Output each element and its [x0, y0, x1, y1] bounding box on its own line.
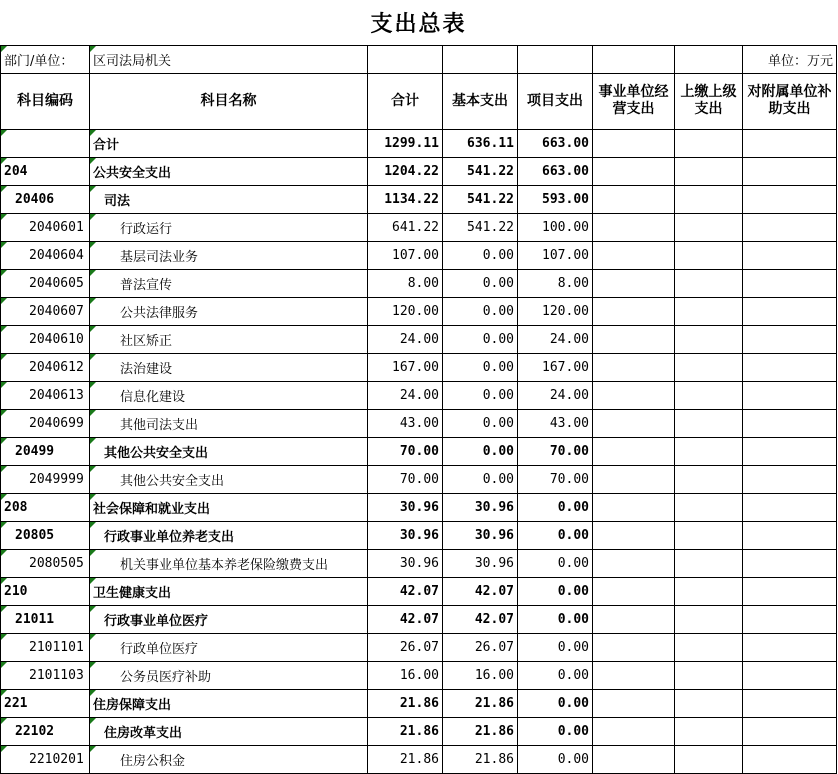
- cell-basic[interactable]: 0.00: [443, 269, 518, 297]
- table-row: [1, 577, 837, 605]
- table-row: [1, 297, 837, 325]
- cell-project[interactable]: 70.00: [518, 465, 593, 493]
- table-row: [1, 605, 837, 633]
- cell-name[interactable]: 其他公共安全支出: [90, 465, 368, 493]
- cell-name[interactable]: 法治建设: [90, 353, 368, 381]
- cell-total[interactable]: 21.86: [368, 689, 443, 717]
- cell-project[interactable]: 0.00: [518, 717, 593, 745]
- cell-business[interactable]: [593, 521, 675, 549]
- table-row: [1, 549, 837, 577]
- cell-upper[interactable]: [675, 185, 743, 213]
- cell-total[interactable]: 1299.11: [368, 129, 443, 157]
- cell-subsidy[interactable]: [743, 493, 837, 521]
- cell-project[interactable]: 167.00: [518, 353, 593, 381]
- cell-subsidy[interactable]: [743, 465, 837, 493]
- header-code[interactable]: 科目编码: [1, 73, 90, 129]
- cell-business[interactable]: [593, 213, 675, 241]
- cell-name[interactable]: 行政事业单位养老支出: [90, 521, 368, 549]
- cell-code[interactable]: 2049999: [1, 465, 90, 493]
- table-row: [1, 745, 837, 773]
- cell-business[interactable]: [593, 437, 675, 465]
- cell-project[interactable]: 100.00: [518, 213, 593, 241]
- cell-subsidy[interactable]: [743, 661, 837, 689]
- cell-subsidy[interactable]: [743, 437, 837, 465]
- table-row: [1, 493, 837, 521]
- cell-code[interactable]: 210: [1, 577, 90, 605]
- header-business[interactable]: 事业单位经营支出: [593, 73, 675, 129]
- cell-project[interactable]: 24.00: [518, 325, 593, 353]
- cell-subsidy[interactable]: [743, 605, 837, 633]
- cell-business[interactable]: [593, 297, 675, 325]
- cell-project[interactable]: 0.00: [518, 745, 593, 773]
- cell-upper[interactable]: [675, 157, 743, 185]
- cell-business[interactable]: [593, 661, 675, 689]
- cell-name[interactable]: 行政事业单位医疗: [90, 605, 368, 633]
- cell-business[interactable]: [593, 689, 675, 717]
- cell-business[interactable]: [593, 493, 675, 521]
- table-row: [1, 213, 837, 241]
- cell-business[interactable]: [593, 745, 675, 773]
- cell-basic[interactable]: 0.00: [443, 325, 518, 353]
- empty-cell[interactable]: [368, 45, 443, 73]
- cell-code[interactable]: 2040699: [1, 409, 90, 437]
- table-row: [1, 717, 837, 745]
- table-row: [1, 381, 837, 409]
- cell-subsidy[interactable]: [743, 241, 837, 269]
- cell-upper[interactable]: [675, 745, 743, 773]
- cell-basic[interactable]: 0.00: [443, 409, 518, 437]
- table-row: [1, 157, 837, 185]
- cell-subsidy[interactable]: [743, 325, 837, 353]
- cell-code[interactable]: [1, 129, 90, 157]
- cell-total[interactable]: 26.07: [368, 633, 443, 661]
- cell-project[interactable]: 0.00: [518, 493, 593, 521]
- table-row: [1, 465, 837, 493]
- cell-project[interactable]: 0.00: [518, 549, 593, 577]
- cell-total[interactable]: 641.22: [368, 213, 443, 241]
- header-project[interactable]: 项目支出: [518, 73, 593, 129]
- empty-cell[interactable]: [675, 45, 743, 73]
- cell-project[interactable]: 8.00: [518, 269, 593, 297]
- cell-basic[interactable]: 0.00: [443, 353, 518, 381]
- cell-name[interactable]: 信息化建设: [90, 381, 368, 409]
- cell-subsidy[interactable]: [743, 185, 837, 213]
- table-row: [1, 269, 837, 297]
- cell-project[interactable]: 0.00: [518, 577, 593, 605]
- cell-total[interactable]: 167.00: [368, 353, 443, 381]
- cell-total[interactable]: 24.00: [368, 325, 443, 353]
- cell-code[interactable]: 2101103: [1, 661, 90, 689]
- cell-total[interactable]: 70.00: [368, 465, 443, 493]
- cell-code[interactable]: 2040604: [1, 241, 90, 269]
- cell-business[interactable]: [593, 325, 675, 353]
- cell-total[interactable]: 107.00: [368, 241, 443, 269]
- cell-basic[interactable]: 16.00: [443, 661, 518, 689]
- cell-business[interactable]: [593, 409, 675, 437]
- cell-total[interactable]: 8.00: [368, 269, 443, 297]
- cell-upper[interactable]: [675, 717, 743, 745]
- cell-basic[interactable]: 21.86: [443, 717, 518, 745]
- cell-code[interactable]: 21011: [1, 605, 90, 633]
- cell-total[interactable]: 42.07: [368, 577, 443, 605]
- cell-subsidy[interactable]: [743, 577, 837, 605]
- cell-code[interactable]: 2040601: [1, 213, 90, 241]
- cell-basic[interactable]: 0.00: [443, 465, 518, 493]
- cell-subsidy[interactable]: [743, 745, 837, 773]
- cell-upper[interactable]: [675, 633, 743, 661]
- cell-total[interactable]: 120.00: [368, 297, 443, 325]
- cell-subsidy[interactable]: [743, 297, 837, 325]
- cell-code[interactable]: 221: [1, 689, 90, 717]
- cell-basic[interactable]: 26.07: [443, 633, 518, 661]
- cell-subsidy[interactable]: [743, 521, 837, 549]
- department-label[interactable]: 部门/单位：: [1, 45, 90, 73]
- table-row: [1, 437, 837, 465]
- page-title: 支出总表: [1, 0, 837, 45]
- cell-upper[interactable]: [675, 661, 743, 689]
- cell-name[interactable]: 合计: [90, 129, 368, 157]
- unit-label[interactable]: 单位：万元: [743, 45, 837, 73]
- department-value[interactable]: 区司法局机关: [90, 45, 368, 73]
- cell-name[interactable]: 住房保障支出: [90, 689, 368, 717]
- cell-subsidy[interactable]: [743, 409, 837, 437]
- cell-basic[interactable]: 0.00: [443, 437, 518, 465]
- cell-basic[interactable]: 0.00: [443, 381, 518, 409]
- header-name[interactable]: 科目名称: [90, 73, 368, 129]
- cell-project[interactable]: 0.00: [518, 661, 593, 689]
- cell-project[interactable]: 0.00: [518, 633, 593, 661]
- cell-business[interactable]: [593, 549, 675, 577]
- cell-project[interactable]: 0.00: [518, 605, 593, 633]
- empty-cell[interactable]: [518, 45, 593, 73]
- cell-subsidy[interactable]: [743, 633, 837, 661]
- cell-project[interactable]: 107.00: [518, 241, 593, 269]
- cell-upper[interactable]: [675, 521, 743, 549]
- cell-basic[interactable]: 541.22: [443, 157, 518, 185]
- cell-basic[interactable]: 42.07: [443, 577, 518, 605]
- cell-upper[interactable]: [675, 409, 743, 437]
- cell-upper[interactable]: [675, 381, 743, 409]
- cell-business[interactable]: [593, 717, 675, 745]
- header-subsidy[interactable]: 对附属单位补助支出: [743, 73, 837, 129]
- table-row: [1, 241, 837, 269]
- cell-project[interactable]: 43.00: [518, 409, 593, 437]
- cell-upper[interactable]: [675, 353, 743, 381]
- cell-total[interactable]: 30.96: [368, 549, 443, 577]
- cell-project[interactable]: 0.00: [518, 689, 593, 717]
- cell-project[interactable]: 663.00: [518, 129, 593, 157]
- table-row: [1, 409, 837, 437]
- cell-business[interactable]: [593, 241, 675, 269]
- cell-name[interactable]: 行政单位医疗: [90, 633, 368, 661]
- cell-name[interactable]: 普法宣传: [90, 269, 368, 297]
- cell-upper[interactable]: [675, 493, 743, 521]
- table-row: [1, 633, 837, 661]
- cell-subsidy[interactable]: [743, 129, 837, 157]
- cell-subsidy[interactable]: [743, 157, 837, 185]
- cell-subsidy[interactable]: [743, 549, 837, 577]
- cell-basic[interactable]: 541.22: [443, 185, 518, 213]
- cell-name[interactable]: 社会保障和就业支出: [90, 493, 368, 521]
- cell-code[interactable]: 2040605: [1, 269, 90, 297]
- table-row: [1, 689, 837, 717]
- cell-subsidy[interactable]: [743, 381, 837, 409]
- cell-code[interactable]: 20499: [1, 437, 90, 465]
- cell-upper[interactable]: [675, 241, 743, 269]
- cell-business[interactable]: [593, 465, 675, 493]
- cell-code[interactable]: 2040613: [1, 381, 90, 409]
- cell-project[interactable]: 120.00: [518, 297, 593, 325]
- cell-total[interactable]: 42.07: [368, 605, 443, 633]
- cell-upper[interactable]: [675, 549, 743, 577]
- cell-basic[interactable]: 0.00: [443, 297, 518, 325]
- cell-code[interactable]: 2040607: [1, 297, 90, 325]
- cell-upper[interactable]: [675, 213, 743, 241]
- cell-code[interactable]: 2040612: [1, 353, 90, 381]
- cell-basic[interactable]: 636.11: [443, 129, 518, 157]
- cell-code[interactable]: 208: [1, 493, 90, 521]
- cell-name[interactable]: 行政运行: [90, 213, 368, 241]
- cell-total[interactable]: 16.00: [368, 661, 443, 689]
- cell-business[interactable]: [593, 633, 675, 661]
- cell-basic[interactable]: 0.00: [443, 241, 518, 269]
- cell-total[interactable]: 1134.22: [368, 185, 443, 213]
- cell-project[interactable]: 70.00: [518, 437, 593, 465]
- cell-upper[interactable]: [675, 465, 743, 493]
- cell-business[interactable]: [593, 381, 675, 409]
- cell-total[interactable]: 1204.22: [368, 157, 443, 185]
- cell-subsidy[interactable]: [743, 689, 837, 717]
- cell-project[interactable]: 663.00: [518, 157, 593, 185]
- cell-code[interactable]: 20805: [1, 521, 90, 549]
- cell-name[interactable]: 卫生健康支出: [90, 577, 368, 605]
- cell-code[interactable]: 2040610: [1, 325, 90, 353]
- cell-basic[interactable]: 30.96: [443, 521, 518, 549]
- table-row: [1, 353, 837, 381]
- cell-total[interactable]: 24.00: [368, 381, 443, 409]
- cell-name[interactable]: 其他司法支出: [90, 409, 368, 437]
- cell-total[interactable]: 70.00: [368, 437, 443, 465]
- table-row: [1, 661, 837, 689]
- empty-cell[interactable]: [443, 45, 518, 73]
- cell-name[interactable]: 司法: [90, 185, 368, 213]
- cell-basic[interactable]: 21.86: [443, 745, 518, 773]
- cell-code[interactable]: 2080505: [1, 549, 90, 577]
- cell-upper[interactable]: [675, 129, 743, 157]
- cell-upper[interactable]: [675, 577, 743, 605]
- cell-code[interactable]: 204: [1, 157, 90, 185]
- table-row: [1, 521, 837, 549]
- cell-basic[interactable]: 30.96: [443, 549, 518, 577]
- empty-cell[interactable]: [593, 45, 675, 73]
- table-row: [1, 185, 837, 213]
- cell-upper[interactable]: [675, 325, 743, 353]
- cell-total[interactable]: 21.86: [368, 717, 443, 745]
- cell-project[interactable]: 0.00: [518, 521, 593, 549]
- cell-total[interactable]: 30.96: [368, 521, 443, 549]
- cell-business[interactable]: [593, 577, 675, 605]
- cell-subsidy[interactable]: [743, 353, 837, 381]
- cell-upper[interactable]: [675, 605, 743, 633]
- cell-upper[interactable]: [675, 297, 743, 325]
- cell-total[interactable]: 43.00: [368, 409, 443, 437]
- cell-subsidy[interactable]: [743, 213, 837, 241]
- cell-subsidy[interactable]: [743, 717, 837, 745]
- cell-business[interactable]: [593, 157, 675, 185]
- header-total[interactable]: 合计: [368, 73, 443, 129]
- header-upper[interactable]: 上缴上级支出: [675, 73, 743, 129]
- cell-code[interactable]: 20406: [1, 185, 90, 213]
- cell-code[interactable]: 22102: [1, 717, 90, 745]
- cell-basic[interactable]: 21.86: [443, 689, 518, 717]
- cell-business[interactable]: [593, 185, 675, 213]
- cell-basic[interactable]: 541.22: [443, 213, 518, 241]
- cell-name[interactable]: 公务员医疗补助: [90, 661, 368, 689]
- cell-project[interactable]: 593.00: [518, 185, 593, 213]
- cell-business[interactable]: [593, 269, 675, 297]
- cell-code[interactable]: 2101101: [1, 633, 90, 661]
- cell-basic[interactable]: 42.07: [443, 605, 518, 633]
- cell-business[interactable]: [593, 129, 675, 157]
- cell-name[interactable]: 基层司法业务: [90, 241, 368, 269]
- cell-total[interactable]: 21.86: [368, 745, 443, 773]
- header-basic[interactable]: 基本支出: [443, 73, 518, 129]
- cell-project[interactable]: 24.00: [518, 381, 593, 409]
- cell-upper[interactable]: [675, 269, 743, 297]
- cell-business[interactable]: [593, 605, 675, 633]
- cell-name[interactable]: 机关事业单位基本养老保险缴费支出: [90, 549, 368, 577]
- cell-subsidy[interactable]: [743, 269, 837, 297]
- cell-code[interactable]: 2210201: [1, 745, 90, 773]
- cell-name[interactable]: 公共安全支出: [90, 157, 368, 185]
- cell-name[interactable]: 社区矫正: [90, 325, 368, 353]
- cell-basic[interactable]: 30.96: [443, 493, 518, 521]
- cell-name[interactable]: 其他公共安全支出: [90, 437, 368, 465]
- cell-name[interactable]: 住房改革支出: [90, 717, 368, 745]
- cell-name[interactable]: 公共法律服务: [90, 297, 368, 325]
- cell-total[interactable]: 30.96: [368, 493, 443, 521]
- cell-name[interactable]: 住房公积金: [90, 745, 368, 773]
- cell-upper[interactable]: [675, 689, 743, 717]
- table-row: [1, 325, 837, 353]
- cell-business[interactable]: [593, 353, 675, 381]
- table-row: [1, 129, 837, 157]
- cell-upper[interactable]: [675, 437, 743, 465]
